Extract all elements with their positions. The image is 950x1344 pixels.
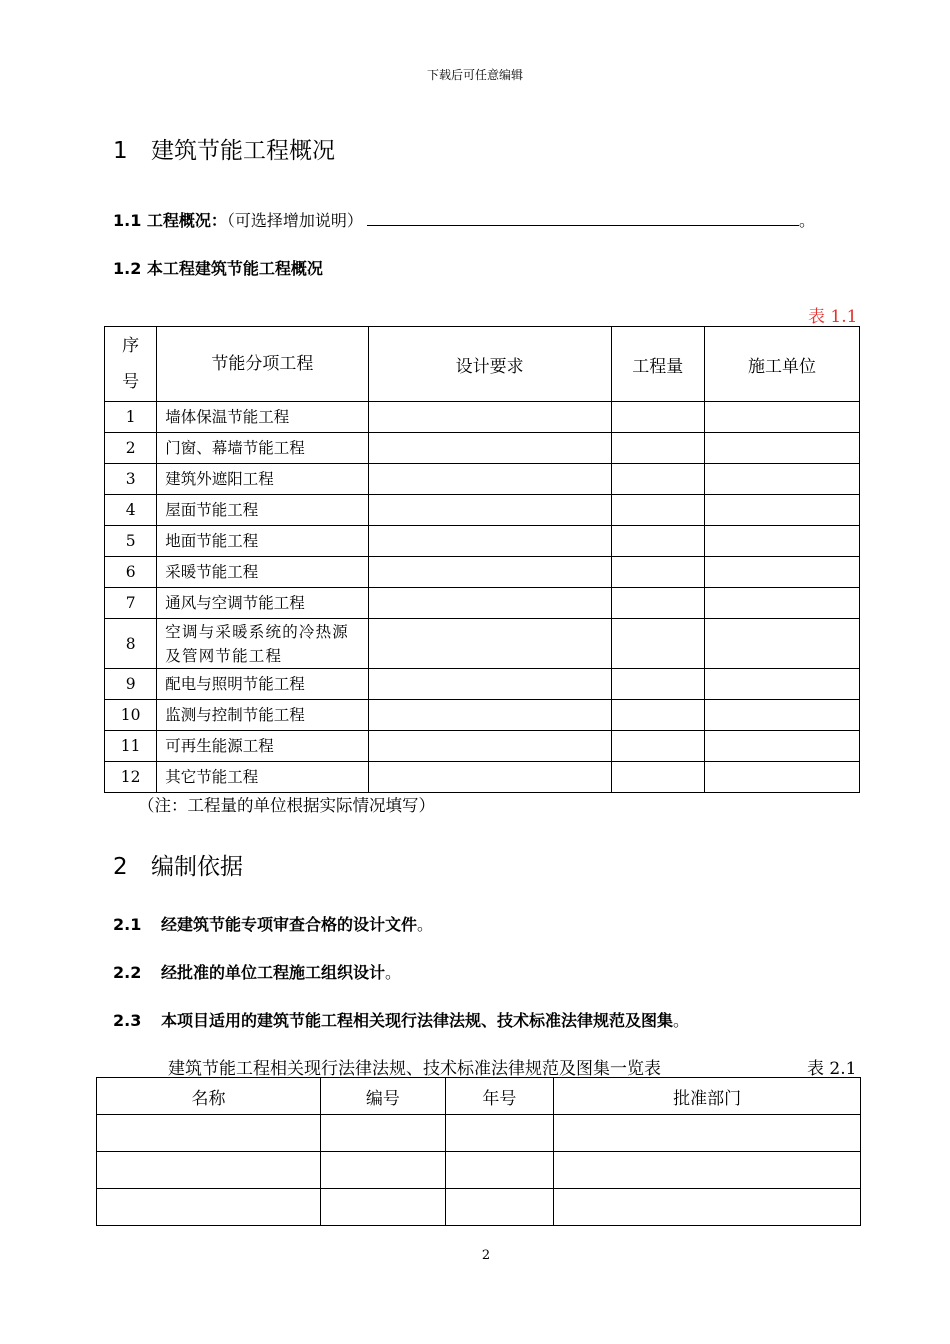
table-row	[105, 557, 860, 588]
row-contractor-cell[interactable]	[704, 495, 859, 526]
subsection-2-3-label: 2.3	[113, 1011, 142, 1030]
row-name-cell[interactable]	[97, 1152, 321, 1189]
table-1-1-note: （注：工程量的单位根据实际情况填写）	[138, 796, 435, 815]
row-code-cell[interactable]	[321, 1189, 446, 1226]
row-dept-cell[interactable]	[554, 1115, 861, 1152]
header-seq-char-2: 号	[122, 372, 140, 392]
row-name: 建筑外遮阳工程	[157, 464, 368, 495]
table-row	[105, 731, 860, 762]
table-row	[105, 402, 860, 433]
subsection-1-2-label: 1.2 本工程建筑节能工程概况	[113, 259, 323, 278]
row-requirement-cell[interactable]	[368, 495, 611, 526]
row-contractor-cell[interactable]	[704, 402, 859, 433]
row-requirement-cell[interactable]	[368, 433, 611, 464]
header-seq-char-1: 序	[122, 336, 140, 356]
row-requirement-cell[interactable]	[368, 526, 611, 557]
subsection-2-1	[113, 912, 433, 935]
section-1-heading	[113, 132, 335, 165]
row-quantity-cell[interactable]	[611, 731, 704, 762]
table-row	[97, 1152, 861, 1189]
section-2-heading	[113, 848, 243, 881]
row-quantity-cell[interactable]	[611, 433, 704, 464]
subsection-2-3-end: 。	[673, 1011, 690, 1030]
table-1-1-caption: 表 1.1	[808, 307, 858, 327]
row-quantity-cell[interactable]	[611, 464, 704, 495]
energy-saving-subprojects-table	[104, 326, 860, 793]
row-dept-cell[interactable]	[554, 1189, 861, 1226]
row-quantity-cell[interactable]	[611, 669, 704, 700]
row-contractor-cell[interactable]	[704, 433, 859, 464]
subsection-1-1-end: 。	[798, 211, 815, 230]
row-requirement-cell[interactable]	[368, 588, 611, 619]
row-name: 监测与控制节能工程	[157, 700, 368, 731]
row-name: 地面节能工程	[157, 526, 368, 557]
row-contractor-cell[interactable]	[704, 669, 859, 700]
table-row	[97, 1115, 861, 1152]
row-no: 5	[105, 526, 157, 557]
header-quantity: 工程量	[611, 327, 704, 402]
subsection-1-1-label: 1.1 工程概况：	[113, 211, 227, 230]
table-row	[105, 619, 860, 669]
row-dept-cell[interactable]	[554, 1152, 861, 1189]
subsection-2-1-text: 经建筑节能专项审查合格的设计文件	[161, 915, 418, 934]
row-quantity-cell[interactable]	[611, 526, 704, 557]
row-year-cell[interactable]	[445, 1115, 554, 1152]
row-quantity-cell[interactable]	[611, 700, 704, 731]
subsection-2-2-label: 2.2	[113, 963, 142, 982]
table-row	[105, 762, 860, 793]
section-1-number: 1	[113, 138, 128, 164]
header-requirement: 设计要求	[368, 327, 611, 402]
row-quantity-cell[interactable]	[611, 762, 704, 793]
row-no: 10	[105, 700, 157, 731]
subsection-1-1-note: （可选择增加说明）	[226, 211, 363, 230]
row-requirement-cell[interactable]	[368, 619, 611, 669]
row-requirement-cell[interactable]	[368, 762, 611, 793]
row-name: 墙体保温节能工程	[157, 402, 368, 433]
table-row	[105, 700, 860, 731]
subsection-2-3	[113, 1008, 689, 1031]
header-year: 年号	[445, 1078, 554, 1115]
row-code-cell[interactable]	[321, 1115, 446, 1152]
header-contractor: 施工单位	[704, 327, 859, 402]
row-contractor-cell[interactable]	[704, 557, 859, 588]
header-code: 编号	[321, 1078, 446, 1115]
row-name: 可再生能源工程	[157, 731, 368, 762]
row-contractor-cell[interactable]	[704, 700, 859, 731]
row-quantity-cell[interactable]	[611, 619, 704, 669]
table-header-row	[105, 327, 860, 402]
subsection-2-3-text: 本项目适用的建筑节能工程相关现行法律法规、技术标准法律规范及图集	[161, 1011, 674, 1030]
header-approval-dept: 批准部门	[554, 1078, 861, 1115]
row-no: 11	[105, 731, 157, 762]
row-requirement-cell[interactable]	[368, 464, 611, 495]
table-row	[105, 464, 860, 495]
section-1-title: 建筑节能工程概况	[151, 138, 335, 164]
row-contractor-cell[interactable]	[704, 588, 859, 619]
table-row	[105, 588, 860, 619]
row-requirement-cell[interactable]	[368, 557, 611, 588]
row-requirement-cell[interactable]	[368, 669, 611, 700]
row-contractor-cell[interactable]	[704, 526, 859, 557]
row-contractor-cell[interactable]	[704, 762, 859, 793]
subsection-2-2-text: 经批准的单位工程施工组织设计	[161, 963, 386, 982]
row-no: 9	[105, 669, 157, 700]
subsection-1-1	[113, 208, 815, 231]
row-year-cell[interactable]	[445, 1189, 554, 1226]
row-contractor-cell[interactable]	[704, 619, 859, 669]
row-name: 空调与采暖系统的冷热源及管网节能工程	[157, 619, 368, 669]
subsection-2-1-label: 2.1	[113, 915, 142, 934]
row-quantity-cell[interactable]	[611, 402, 704, 433]
subsection-2-2-end: 。	[385, 963, 402, 982]
header-name: 名称	[97, 1078, 321, 1115]
row-year-cell[interactable]	[445, 1152, 554, 1189]
row-requirement-cell[interactable]	[368, 402, 611, 433]
table-header-row	[97, 1078, 861, 1115]
table-row	[105, 433, 860, 464]
table-row	[105, 526, 860, 557]
table-row	[97, 1189, 861, 1226]
subsection-2-2	[113, 960, 401, 983]
table-row	[105, 495, 860, 526]
section-2-title: 编制依据	[151, 854, 243, 880]
table-row	[105, 669, 860, 700]
row-no: 1	[105, 402, 157, 433]
row-quantity-cell[interactable]	[611, 588, 704, 619]
row-quantity-cell[interactable]	[611, 495, 704, 526]
page-number: 2	[481, 1248, 491, 1263]
row-contractor-cell[interactable]	[704, 731, 859, 762]
section-2-number: 2	[113, 854, 128, 880]
fill-in-blank-line[interactable]	[367, 213, 799, 226]
row-no: 12	[105, 762, 157, 793]
regulations-standards-table	[96, 1077, 861, 1226]
row-requirement-cell[interactable]	[368, 731, 611, 762]
row-no: 8	[105, 619, 157, 669]
row-no: 7	[105, 588, 157, 619]
row-name: 门窗、幕墙节能工程	[157, 433, 368, 464]
table-2-1-caption: 建筑节能工程相关现行法律法规、技术标准法律规范及图集一览表	[168, 1059, 661, 1079]
row-name: 采暖节能工程	[157, 557, 368, 588]
header-item: 节能分项工程	[157, 327, 368, 402]
row-contractor-cell[interactable]	[704, 464, 859, 495]
page-header: 下载后可任意编辑	[426, 68, 523, 82]
row-name-cell[interactable]	[97, 1189, 321, 1226]
table-2-1-tag: 表 2.1	[807, 1059, 857, 1079]
row-quantity-cell[interactable]	[611, 557, 704, 588]
row-requirement-cell[interactable]	[368, 700, 611, 731]
subsection-2-1-end: 。	[417, 915, 434, 934]
row-no: 4	[105, 495, 157, 526]
header-seq	[105, 327, 157, 402]
row-name: 屋面节能工程	[157, 495, 368, 526]
row-no: 2	[105, 433, 157, 464]
row-no: 3	[105, 464, 157, 495]
row-name: 配电与照明节能工程	[157, 669, 368, 700]
row-name-cell[interactable]	[97, 1115, 321, 1152]
row-code-cell[interactable]	[321, 1152, 446, 1189]
row-name: 通风与空调节能工程	[157, 588, 368, 619]
row-name: 其它节能工程	[157, 762, 368, 793]
row-no: 6	[105, 557, 157, 588]
